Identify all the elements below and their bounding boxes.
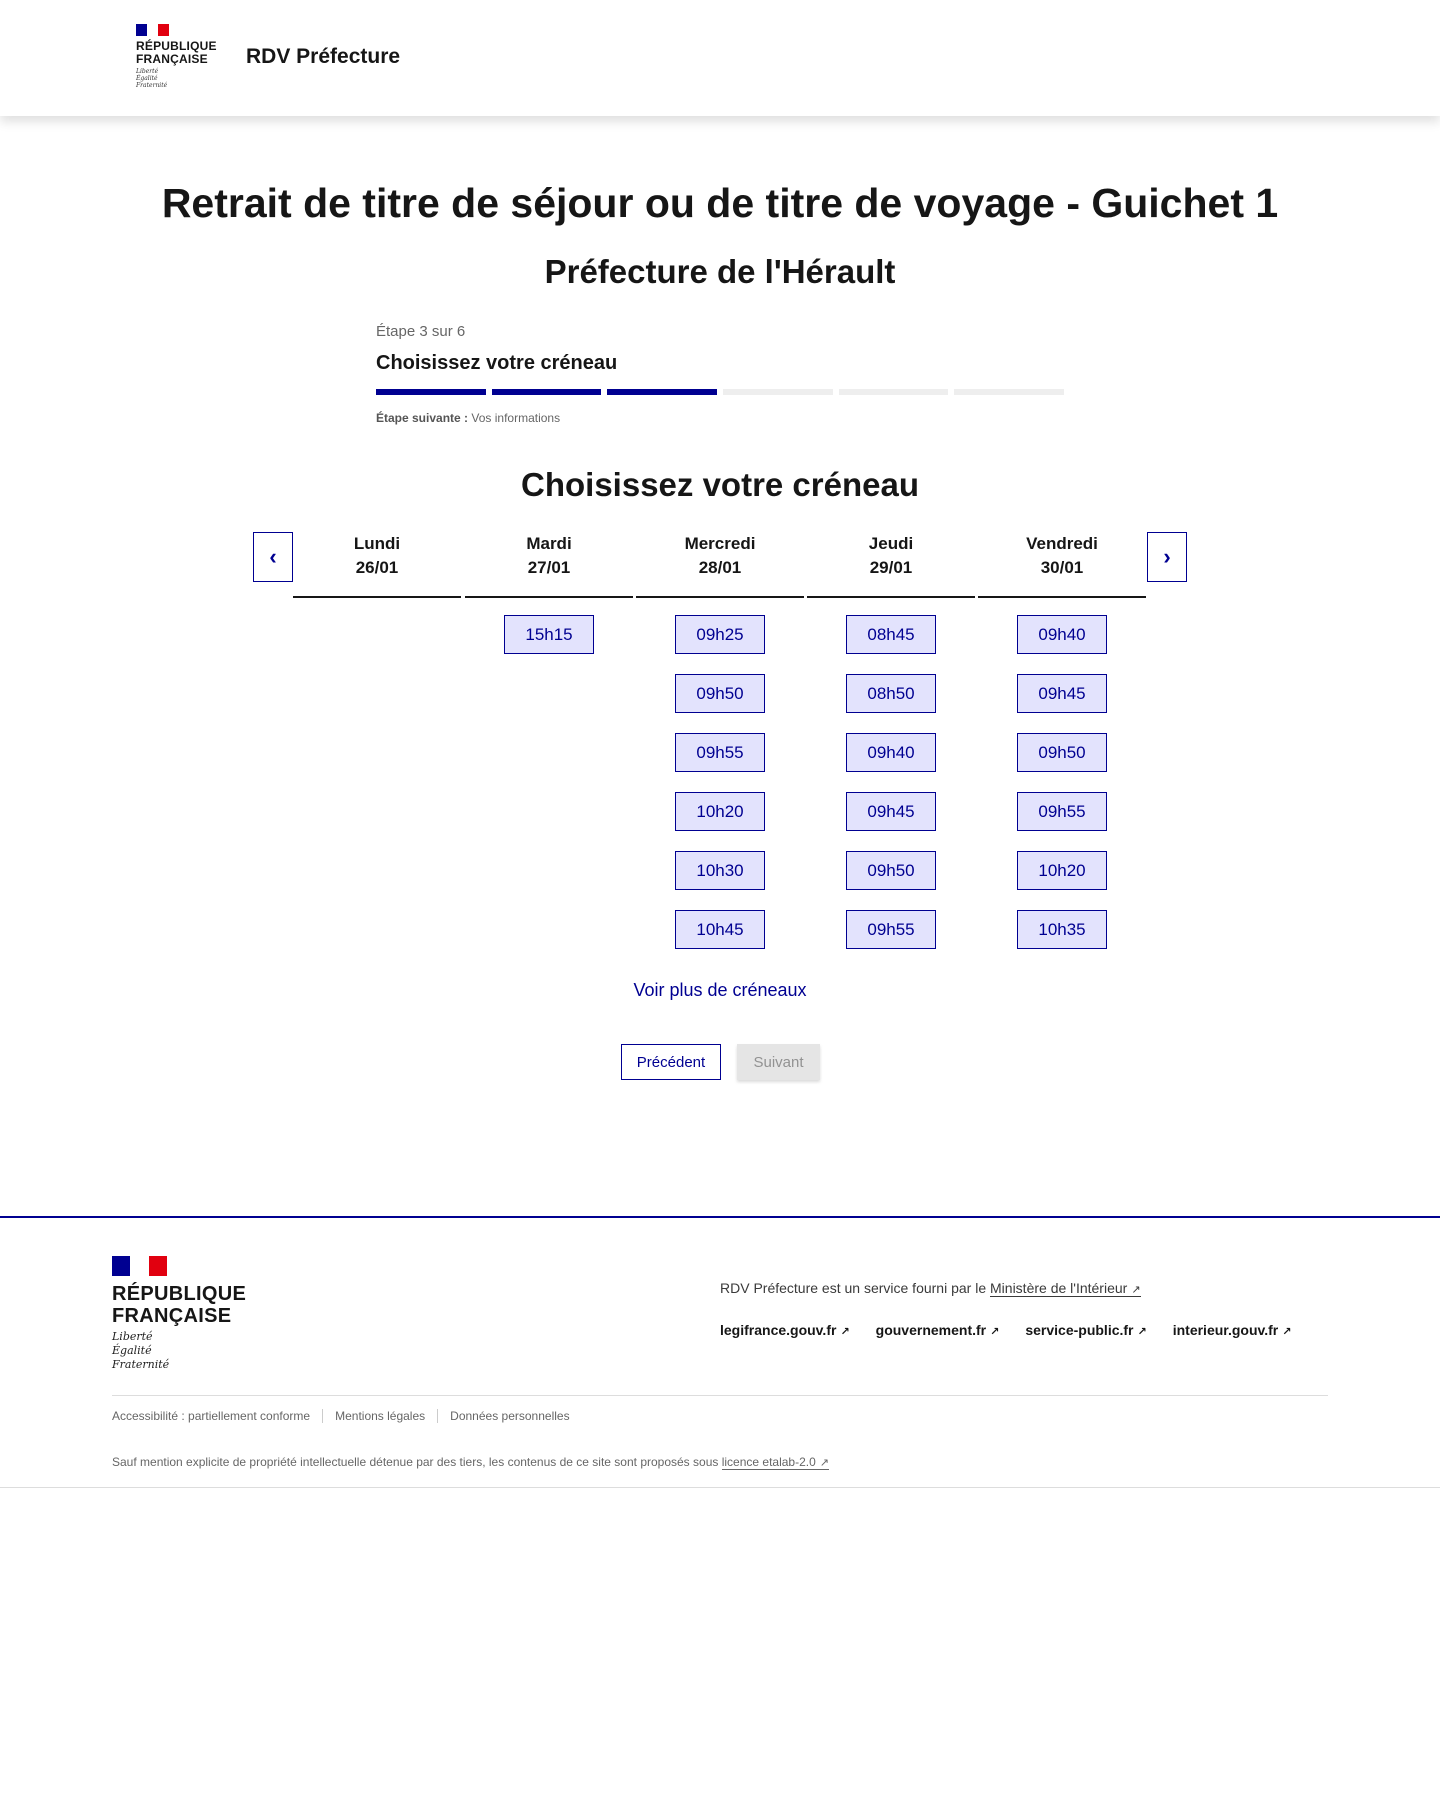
day-date: 27/01 (527, 558, 571, 577)
time-slot-button[interactable]: 10h45 (675, 910, 765, 949)
french-flag-icon (136, 24, 169, 36)
time-slot-button[interactable]: 09h55 (1017, 792, 1107, 831)
external-link-icon: ↗ (819, 1457, 829, 1469)
site-header (0, 0, 1440, 116)
french-flag-icon (112, 1256, 167, 1276)
ministere-link[interactable]: Ministère de l'Intérieur ↗ (990, 1280, 1141, 1296)
day-date: 29/01 (869, 558, 913, 577)
slot-list (465, 615, 633, 654)
time-slot-button[interactable]: 08h50 (846, 674, 936, 713)
step-title: Choisissez votre créneau (376, 352, 618, 374)
republique-francaise-logo[interactable] (136, 24, 216, 89)
slot-list (807, 615, 975, 949)
step-count: Étape 3 sur 6 (376, 323, 466, 340)
page-subtitle: Préfecture de l'Hérault (544, 253, 896, 290)
day-header (465, 532, 633, 598)
day-name: Mercredi (684, 534, 756, 553)
time-slot-button[interactable]: 09h50 (846, 851, 936, 890)
time-slot-button[interactable]: 09h25 (675, 615, 765, 654)
slot-list (636, 615, 804, 949)
day-name: Mardi (526, 534, 572, 553)
footer-external-link[interactable]: gouvernement.fr ↗ (875, 1322, 1000, 1338)
time-slot-button[interactable]: 09h45 (1017, 674, 1107, 713)
time-slot-button[interactable]: 10h20 (1017, 851, 1107, 890)
footer-bottom-link[interactable]: Mentions légales (322, 1409, 437, 1423)
step-progress (376, 389, 1064, 395)
footer-external-link[interactable]: interieur.gouv.fr ↗ (1172, 1322, 1292, 1338)
slot-list (978, 615, 1146, 949)
devise: Liberté Égalité Fraternité (136, 68, 168, 89)
time-slot-button[interactable]: 09h50 (675, 674, 765, 713)
day-name: Vendredi (1026, 534, 1098, 553)
day-header (636, 532, 804, 598)
next-button[interactable]: Suivant (737, 1044, 820, 1080)
footer-links (720, 1322, 1291, 1338)
footer-external-link[interactable]: service-public.fr ↗ (1025, 1322, 1147, 1338)
footer-description: RDV Préfecture est un service fourni par le Ministère de l'Intérieur ↗ (720, 1280, 1141, 1296)
external-link-icon: ↗ (1137, 1326, 1147, 1338)
day-column (636, 532, 804, 949)
time-slot-button[interactable]: 08h45 (846, 615, 936, 654)
day-header (978, 532, 1146, 598)
day-column (807, 532, 975, 949)
external-link-icon: ↗ (1282, 1326, 1292, 1338)
step-next (376, 411, 1064, 425)
footer-external-link[interactable]: legifrance.gouv.fr ↗ (720, 1322, 850, 1338)
more-slots-link[interactable]: Voir plus de créneaux (633, 980, 807, 1000)
step-next-label: Étape suivante : (376, 411, 469, 425)
time-slot-button[interactable]: 09h45 (846, 792, 936, 831)
next-week-button[interactable] (1147, 532, 1187, 582)
chevron-right-icon: › (1163, 544, 1171, 569)
section-title: Choisissez votre créneau (521, 466, 919, 503)
chevron-left-icon: ‹ (269, 544, 277, 569)
service-name[interactable]: RDV Préfecture (246, 45, 401, 68)
time-slot-button[interactable]: 15h15 (504, 615, 594, 654)
time-slot-button[interactable]: 10h35 (1017, 910, 1107, 949)
footer-divider (112, 1395, 1328, 1396)
footer-bottom-link[interactable]: Données personnelles (437, 1409, 581, 1423)
day-name: Lundi (353, 534, 401, 553)
footer-devise: Liberté Égalité Fraternité (112, 1330, 170, 1371)
step-bar (723, 389, 833, 395)
footer-bottom-links (112, 1409, 582, 1423)
previous-week-button[interactable] (253, 532, 293, 582)
step-next-value: Vos informations (471, 411, 561, 425)
step-bar (492, 389, 602, 395)
step-bar (376, 389, 486, 395)
external-link-icon: ↗ (990, 1326, 1000, 1338)
day-date: 26/01 (355, 558, 399, 577)
licence-link[interactable]: licence etalab-2.0 ↗ (721, 1455, 829, 1469)
step-bar (954, 389, 1064, 395)
time-slot-button[interactable]: 10h20 (675, 792, 765, 831)
time-slot-button[interactable]: 09h55 (846, 910, 936, 949)
day-header (293, 532, 461, 598)
footer-logo-text: RÉPUBLIQUE FRANÇAISE (112, 1283, 247, 1327)
day-name: Jeudi (868, 534, 914, 553)
time-slot-button[interactable]: 10h30 (675, 851, 765, 890)
page-title: Retrait de titre de séjour ou de titre de voyage - Guichet 1 (161, 180, 1279, 226)
footer-logo[interactable] (112, 1256, 246, 1372)
logo-text: RÉPUBLIQUE FRANÇAISE (136, 39, 217, 66)
day-date: 28/01 (698, 558, 742, 577)
day-column (978, 532, 1146, 949)
stepper (376, 323, 1064, 425)
day-column (465, 532, 633, 654)
footer-licence: Sauf mention explicite de propriété intellectuelle détenue par des tiers, les contenus de ce site sont proposés sous licence etalab-2.0 ↗ (112, 1455, 829, 1469)
previous-button[interactable]: Précédent (621, 1044, 721, 1080)
day-header (807, 532, 975, 598)
step-bar (607, 389, 717, 395)
time-slot-button[interactable]: 09h40 (1017, 615, 1107, 654)
step-bar (839, 389, 949, 395)
day-column (293, 532, 461, 615)
site-footer (0, 1216, 1440, 1488)
time-slot-button[interactable]: 09h40 (846, 733, 936, 772)
external-link-icon: ↗ (1131, 1284, 1141, 1296)
time-slot-button[interactable]: 09h50 (1017, 733, 1107, 772)
external-link-icon: ↗ (840, 1326, 850, 1338)
time-slot-button[interactable]: 09h55 (675, 733, 765, 772)
day-date: 30/01 (1040, 558, 1084, 577)
footer-bottom-link[interactable]: Accessibilité : partiellement conforme (112, 1409, 311, 1423)
